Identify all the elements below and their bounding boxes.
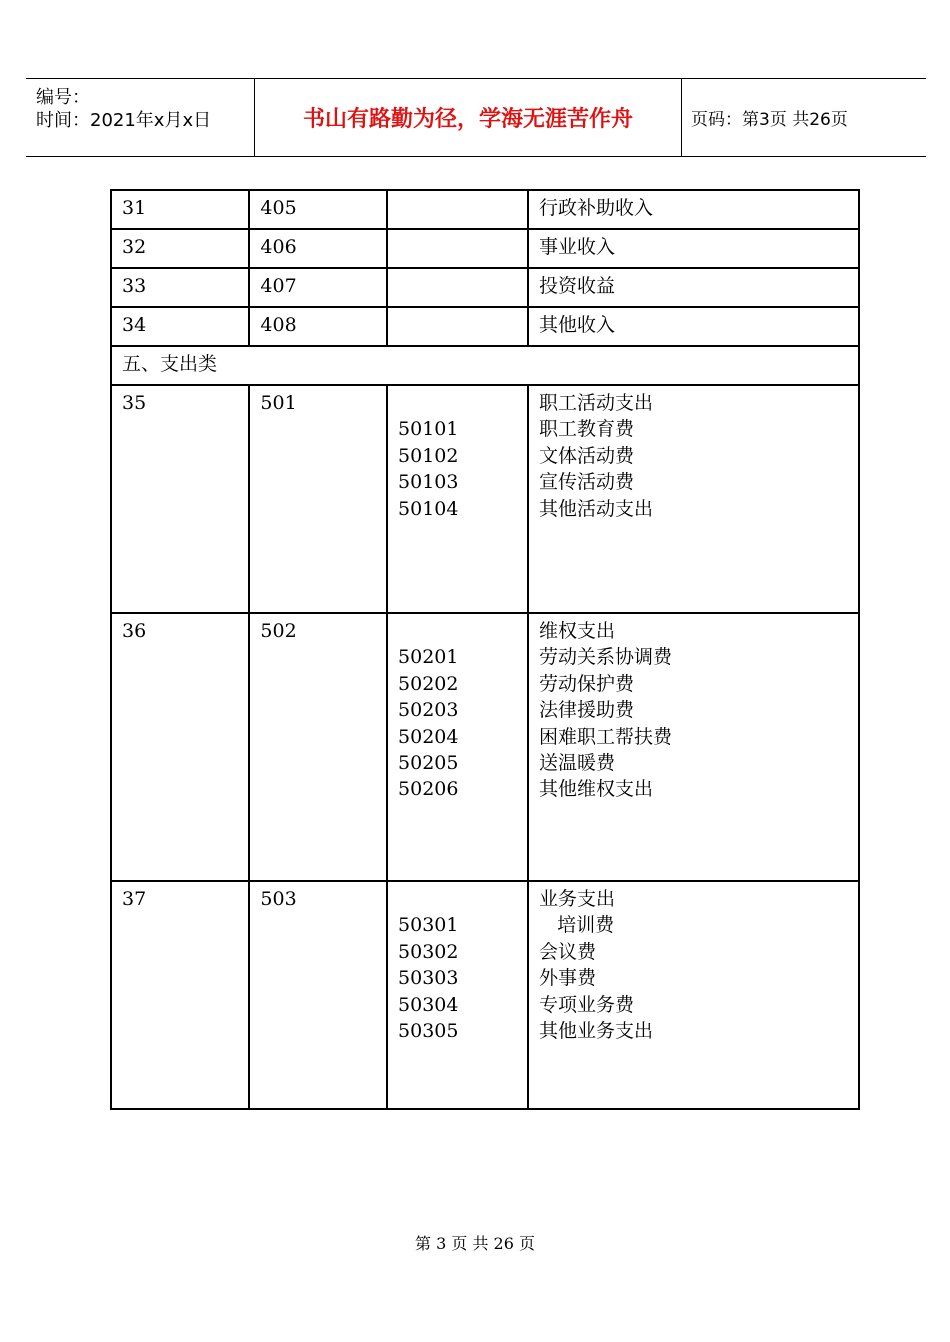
sub-code: 50205	[398, 752, 459, 775]
sub-account-name: 培训费	[539, 914, 615, 937]
sub-code: 50303	[398, 967, 459, 990]
sub-code-cell	[387, 190, 528, 229]
header-motto: 书山有路勤为径，学海无涯苦作舟	[254, 79, 682, 156]
account-name: 业务支出	[539, 888, 616, 910]
sub-code: 50103	[398, 471, 459, 494]
sub-code-cell	[387, 268, 528, 307]
sub-code-cell	[387, 307, 528, 346]
table-row	[111, 881, 859, 1109]
code-cell: 406	[249, 229, 387, 268]
code-cell: 407	[249, 268, 387, 307]
sub-code-cell	[387, 613, 528, 881]
document-number-label: 编号：	[36, 87, 90, 108]
seq-cell: 36	[111, 613, 249, 881]
code-cell: 405	[249, 190, 387, 229]
name-cell	[528, 385, 859, 613]
table-row	[111, 229, 859, 268]
page-header	[26, 78, 926, 157]
seq-cell: 32	[111, 229, 249, 268]
sub-account-name: 会议费	[539, 940, 597, 963]
sub-code: 50202	[398, 672, 459, 695]
table-row	[111, 268, 859, 307]
header-page-number: 页码：第3页 共26页	[691, 110, 848, 130]
code-cell: 501	[249, 385, 387, 613]
sub-code: 50302	[398, 940, 459, 963]
sub-code: 50204	[398, 725, 459, 748]
sub-account-name: 送温暖费	[539, 752, 616, 775]
sub-code: 50305	[398, 1020, 459, 1043]
sub-account-name: 其他业务支出	[539, 1020, 654, 1043]
document-time-label: 时间：2021年x月x日	[36, 110, 212, 131]
section-title: 五、支出类	[111, 346, 859, 385]
code-cell: 503	[249, 881, 387, 1109]
sub-account-name: 劳动关系协调费	[539, 646, 673, 669]
seq-cell: 37	[111, 881, 249, 1109]
code-cell: 502	[249, 613, 387, 881]
name-cell: 投资收益	[528, 268, 859, 307]
page-footer: 第 3 页 共 26 页	[415, 1234, 535, 1253]
account-name: 维权支出	[539, 620, 616, 642]
sub-code: 50104	[398, 497, 459, 520]
sub-account-name: 专项业务费	[539, 993, 635, 1016]
name-cell	[528, 881, 859, 1109]
sub-code: 50206	[398, 778, 459, 801]
sub-code: 50101	[398, 418, 459, 441]
header-meta	[26, 79, 254, 156]
sub-code: 50102	[398, 444, 459, 467]
seq-cell: 35	[111, 385, 249, 613]
table-row	[111, 613, 859, 881]
sub-account-name: 宣传活动费	[539, 471, 635, 494]
sub-account-name: 劳动保护费	[539, 672, 635, 695]
code-cell: 408	[249, 307, 387, 346]
sub-code-cell	[387, 385, 528, 613]
sub-code: 50201	[398, 646, 459, 669]
seq-cell: 31	[111, 190, 249, 229]
table-row	[111, 190, 859, 229]
account-table	[110, 189, 860, 1110]
sub-account-name: 其他活动支出	[539, 497, 654, 520]
sub-code: 50203	[398, 699, 459, 722]
sub-account-name: 职工教育费	[539, 418, 635, 441]
account-name: 职工活动支出	[539, 392, 654, 414]
sub-account-name: 其他维权支出	[539, 778, 654, 801]
name-cell: 行政补助收入	[528, 190, 859, 229]
sub-code-cell	[387, 881, 528, 1109]
sub-account-name: 文体活动费	[539, 444, 635, 467]
sub-account-name: 法律援助费	[539, 699, 635, 722]
seq-cell: 33	[111, 268, 249, 307]
table-row	[111, 385, 859, 613]
name-cell	[528, 613, 859, 881]
name-cell: 事业收入	[528, 229, 859, 268]
sub-code: 50301	[398, 914, 459, 937]
sub-account-name: 外事费	[539, 967, 597, 990]
sub-account-name: 困难职工帮扶费	[539, 725, 673, 748]
sub-code: 50304	[398, 993, 459, 1016]
sub-code-cell	[387, 229, 528, 268]
table-row	[111, 307, 859, 346]
seq-cell: 34	[111, 307, 249, 346]
section-row	[111, 346, 859, 385]
name-cell: 其他收入	[528, 307, 859, 346]
